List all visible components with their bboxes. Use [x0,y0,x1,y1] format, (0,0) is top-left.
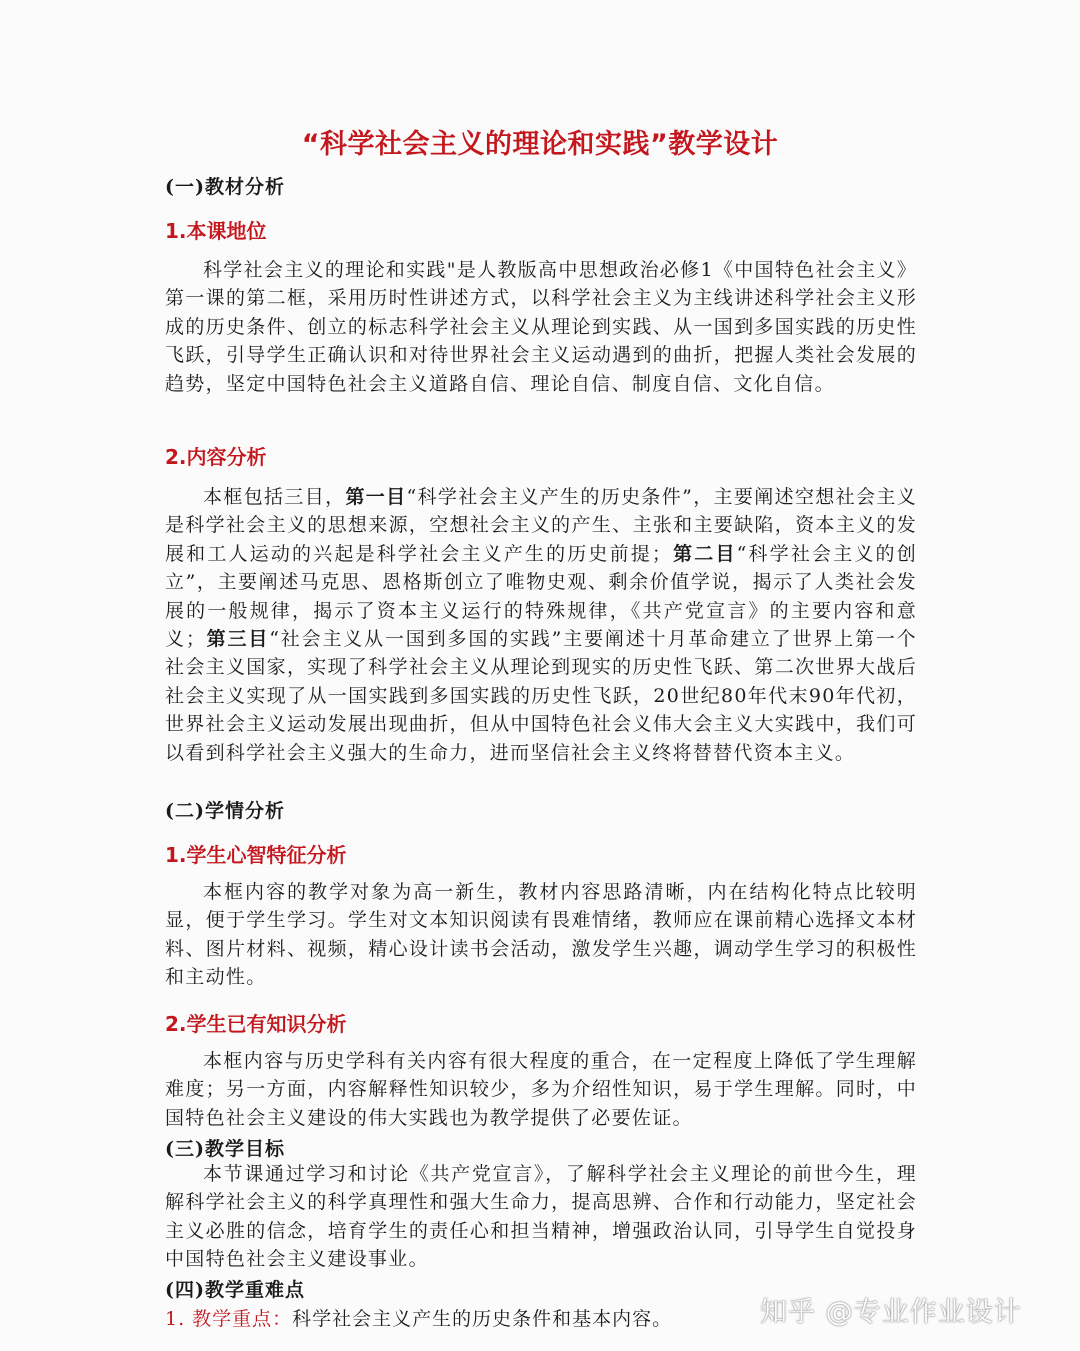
bold-first-item: 第一目 [345,486,407,508]
key-point-text: 科学社会主义产生的历史条件和基本内容。 [292,1308,673,1330]
subheading-lesson-position: 1.本课地位 [165,219,267,243]
bold-third-item: 第三目 [206,628,270,651]
key-point-label: 1. 教学重点： [165,1308,293,1330]
paragraph-mental-characteristics: 本框内容的教学对象为高一新生，教材内容思路清晰，内在结构化特点比较明显，便于学生学习。学生对文本知识阅读有畏难情绪，教师应在课前精心选择文本材料、图片材料、视频，精心设计读书会活动，激发学生兴趣，调动学生学习的积极性和主动性。 [165,881,917,989]
section-heading-teaching-goals: (三)教学目标 [165,1138,285,1160]
subheading-content-analysis: 2.内容分析 [165,445,267,469]
subheading-prior-knowledge: 2.学生已有知识分析 [165,1012,347,1036]
subheading-mental-characteristics: 1.学生心智特征分析 [165,843,347,867]
section-heading-key-difficult-points: (四)教学重难点 [165,1279,305,1301]
paragraph-lesson-position: 科学社会主义的理论和实践"是人教版高中思想政治必修1《中国特色社会主义》第一课的第二框，采用历时性讲述方式，以科学社会主义为主线讲述科学社会主义形成的历史条件、创立的标志科学社会主义从理论到实践、从一国到多国实践的历史性飞跃，引导学生正确认识和对待世界社会主义运动遇到的曲折，把握人类社会发展的趋势，坚定中国特色社会主义道路自信、理论自信、制度自信、文化自信。 [165,259,917,395]
paragraph-teaching-goals: 本节课通过学习和讨论《共产党宣言》，了解科学社会主义理论的前世今生，理解科学社会主义的科学真理性和强大生命力，提高思辨、合作和行动能力，坚定社会主义必胜的信念，培育学生的责任心和担当精神，增强政治认同，引导学生自觉投身中国特色社会主义建设事业。 [165,1163,917,1271]
paragraph-content-analysis: 本框包括三目，第一目“科学社会主义产生的历史条件”，主要阐述空想社会主义是科学社会主义的思想来源，空想社会主义的产生、主张和主要缺陷，资本主义的发展和工人运动的兴起是科学社会主义产生的历史前提；第二目“科学社会主义的创立”，主要阐述马克思、恩格斯创立了唯物史观、剩余价值学说，揭示了人类社会发展的一般规律，揭示了资本主义运行的特殊规律，《共产党宣言》的主要内容和意义；第三目“社会主义从一国到多国的实践”主要阐述十月革命建立了世界上第一个社会主义国家，实现了科学社会主义从理论到现实的历史性飞跃、第二次世界大战后社会主义实现了从一国实践到多国实践的历史性飞跃，20世纪80年代末90年代初，世界社会主义运动发展出现曲折，但从中国特色社会义伟大会主义大实践中，我们可以看到科学社会主义强大的生命力，进而坚信社会主义终将替替代资本主义。 [165,486,918,764]
section-heading-learner-analysis: (二)学情分析 [165,800,285,822]
paragraph-prior-knowledge: 本框内容与历史学科有关内容有很大程度的重合，在一定程度上降低了学生理解难度；另一方面，内容解释性知识较少，多为介绍性知识，易于学生理解。同时，中国特色社会主义建设的伟大实践也为教学提供了必要佐证。 [165,1050,917,1129]
section-heading-textbook-analysis: (一)教材分析 [165,176,285,198]
document-title: “科学社会主义的理论和实践”教学设计 [301,129,779,160]
bold-second-item: 第二目 [672,542,737,565]
key-point-line [165,1304,672,1331]
zhihu-watermark: 知乎 @专业作业设计 [760,1297,1022,1328]
